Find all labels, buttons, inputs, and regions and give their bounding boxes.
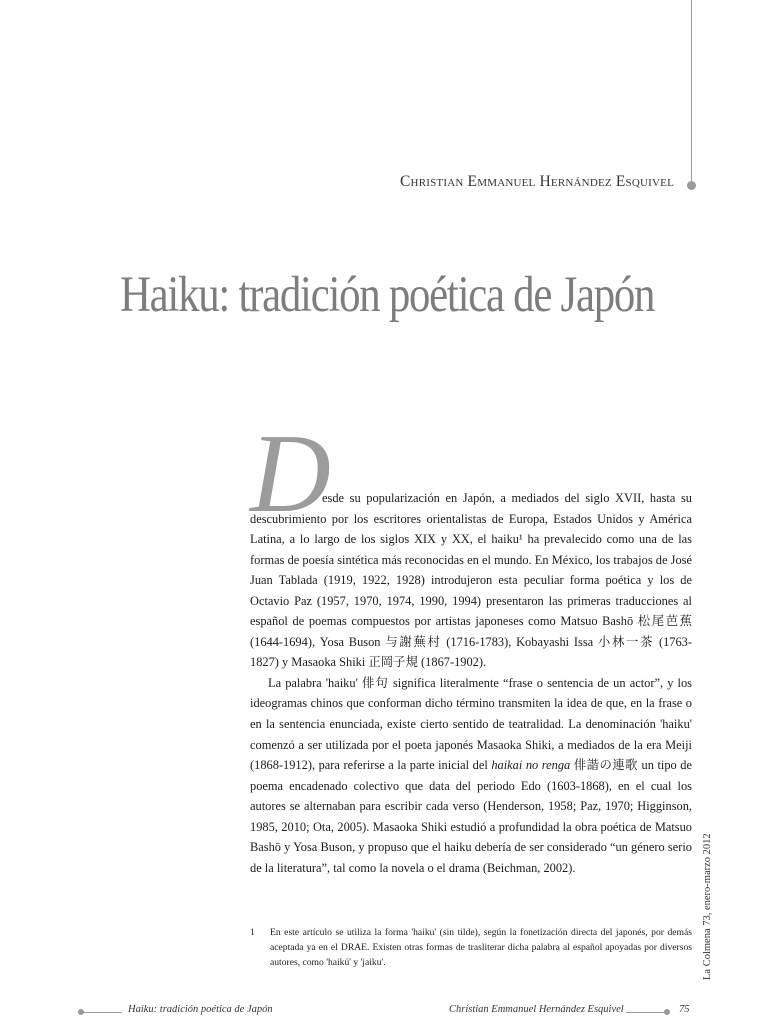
footnote-number: 1 bbox=[250, 927, 255, 938]
author-name: Christian Emmanuel Hernández Esquivel bbox=[400, 173, 674, 190]
footer-running-author: Christian Emmanuel Hernández Esquivel bbox=[449, 1004, 624, 1015]
paragraph-1: esde su popularización en Japón, a mediados del siglo XVII, hasta su descubrimiento por los escritores orientalistas de Europa, Estados Unidos y América Latina, a lo largo de los siglos XIX y XX, el haiku¹ ha prevalecido como una de las formas de poesía sintética más reconocidas en el mundo. En México, los trabajos de José Juan Tablada (1919, 1922, 1928) introdujeron esta peculiar forma poética y los de Octavio Paz (1957, 1970, 1974, 1990, 1994) presentaron las primeras traducciones al español de poemas compuestos por artistas japoneses como Matsuo Bashō 松尾芭蕉 (1644-1694), Yosa Buson 与謝蕪村 (1716-1783), Kobayashi Issa 小林一茶 (1763-1827) y Masaoka Shiki 正岡子規 (1867-1902). bbox=[250, 491, 692, 670]
paragraph-2-part-b: 俳諧の連歌 un tipo de poema encadenado colectivo que data del periodo Edo (1603-1868), en el cual los autores se alternaban para escribir cada verso (Henderson, 1958; Paz, 1970; Higginson, 1985, 2010; Ota, 2005). Masaoka Shiki estudió a profundidad la obra poética de Matsuo Bashō y Yosa Buson, y propuso que el haiku debería de ser considerado “un género serio de la literatura”, tal como la novela o el drama (Beichman, 2002). bbox=[250, 758, 692, 875]
paragraph-2-italic-term: haikai no renga bbox=[491, 758, 571, 773]
top-rule-dot bbox=[687, 181, 696, 190]
footer-running-title: Haiku: tradición poética de Japón bbox=[128, 1004, 273, 1015]
footnote-text: En este artículo se utiliza la forma 'haiku' (sin tilde), según la fonetización directa del japonés, por demás aceptada ya en el DRAE. Existen otras formas de trasliterar dicha palabra al español apoyadas por diversos autores, como 'haikú' y 'jaiku'. bbox=[270, 927, 692, 968]
page-number: 75 bbox=[679, 1004, 690, 1015]
article-body bbox=[250, 488, 692, 878]
paragraph-2-part-a: La palabra 'haiku' 俳句 significa literalmente “frase o sentencia de un actor”, y los ideogramas chinos que conforman dicho término transmiten la idea de que, en la frase o en la sentencia enunciada, existe cierto sentido de teatralidad. La denominación 'haiku' comenzó a ser utilizada por el poeta japonés Masaoka Shiki, a mediados de la era Meiji (1868-1912), para referirse a la parte inicial del bbox=[250, 675, 692, 773]
journal-side-note: La Colmena 73, enero-marzo 2012 bbox=[702, 833, 713, 980]
footer-right-dot bbox=[664, 1009, 670, 1015]
paragraph-2 bbox=[250, 673, 692, 878]
footer-right-rule bbox=[626, 1012, 666, 1013]
footer-left-rule bbox=[82, 1012, 122, 1013]
drop-cap: D bbox=[250, 412, 331, 536]
footnote bbox=[250, 925, 692, 970]
article-title: Haiku: tradición poética de Japón bbox=[120, 267, 655, 323]
top-vertical-rule bbox=[691, 0, 692, 183]
